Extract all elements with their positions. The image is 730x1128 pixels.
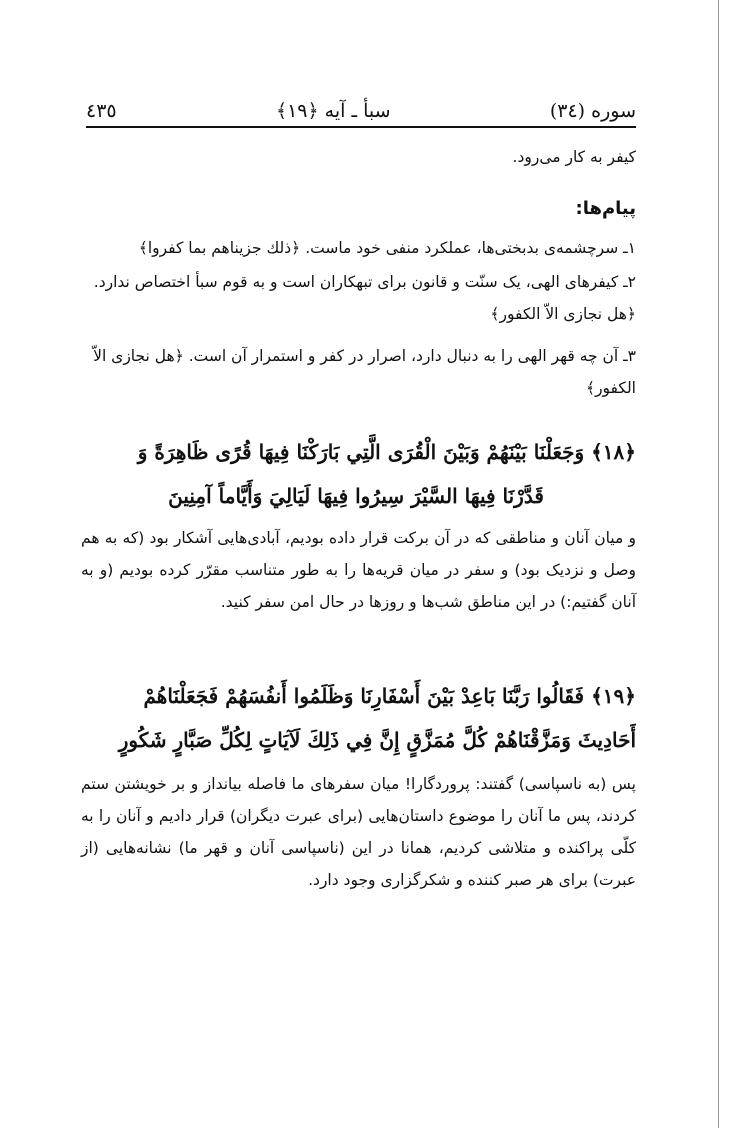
verse-19-number: ﴿١٩﴾ <box>591 684 636 708</box>
verse-19-line-1 <box>76 674 636 718</box>
verse-19-translation: پس (به ناسپاسی) گفتند: پروردگارا! میان سفرهای ما فاصله بیانداز و بر خویشتن ستم كردند، پس ما آنان را موضوع داستان‌هایی (برای عبرت دیگران) قرار دادیم و آنان را به كلّی پراكنده و متلاشی كردیم، همانا در این (ناسپاسی آنان و قهر ما) نشانه‌هایی (از عبرت) برای هر صبر كننده و شكرگزاری وجود دارد. <box>81 775 636 889</box>
message-item-1: ١ـ سرچشمه‌ی بدبختی‌ها، عملكرد منفی خود ماست. ﴿ذلك جزیناهم بما كفروا﴾ <box>138 239 636 257</box>
verse-19 <box>76 674 636 762</box>
verse-18-line-2: قَدَّرْنَا فِيهَا السَّيْرَ سِيرُوا فِيهَا لَيَالِيَ وَأَيَّاماً آمِنِينَ <box>168 484 544 508</box>
verse-19-text-1: فَقَالُوا رَبَّنَا بَاعِدْ بَيْنَ أَسْفَارِنَا وَظَلَمُوا أَنفُسَهُمْ فَجَعَلْنَاهُمْ <box>143 684 585 708</box>
header-rule <box>86 126 636 128</box>
header-verse-ref: سبأ ـ آیه ﴿١٩﴾ <box>275 100 391 122</box>
page-edge <box>718 0 719 1128</box>
verse-18-number: ﴿١٨﴾ <box>591 440 636 464</box>
page-header <box>86 92 636 122</box>
messages-heading: پیام‌ها: <box>575 198 636 219</box>
verse-18-text-1: وَجَعَلْنَا بَيْنَهُمْ وَبَيْنَ الْقُرَى الَّتِي بَارَكْنَا فِيهَا قُرًى ظَاهِرَةً وَ <box>137 440 585 464</box>
message-item-3: ٣ـ آن چه قهر الهی را به دنبال دارد، اصرار در كفر و استمرار آن است. ﴿هل نجازی الاّ الكفور﴾ <box>93 347 636 397</box>
message-item-2: ٢ـ كیفرهای الهی، یک سنّت و قانون برای تبهكاران است و به قوم سبأ اختصاص ندارد. ﴿هل نجازی الاّ الكفور﴾ <box>93 273 636 323</box>
header-surah: سوره (٣٤) <box>549 100 636 122</box>
verse-19-line-2: أَحَادِيثَ وَمَزَّقْنَاهُمْ كُلَّ مُمَزَّقٍ إِنَّ فِي ذَلِكَ لَآيَاتٍ لِكُلِّ صَبَّارٍ شَكُورٍ <box>118 728 636 752</box>
verse-18-translation: و میان آنان و مناطقی كه در آن بركت قرار داده بودیم، آبادی‌هایی آشكار بود (كه به هم وصل و نزدیک بود) و سفر در میان قریه‌ها را به طور متناسب مقرّر كرده بودیم (و به آنان گفتیم:) در این مناطق شب‌ها و روزها در حال امن سفر كنید. <box>81 529 636 611</box>
verse-18 <box>76 430 636 518</box>
verse-18-line-1 <box>76 430 636 474</box>
page-number: ٤٣٥ <box>86 100 117 122</box>
intro-text: كیفر به كار می‌رود. <box>512 148 636 166</box>
